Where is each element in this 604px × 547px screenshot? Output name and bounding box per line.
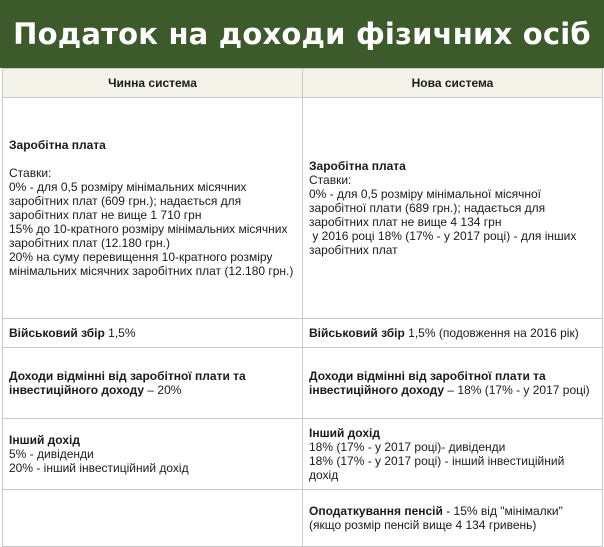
military-levy-heading-current: Військовий збір <box>9 326 105 340</box>
other-income-heading-new: Інший дохід <box>309 426 380 440</box>
table-row-other-income <box>3 419 603 490</box>
cell-current-salary <box>3 98 303 319</box>
salary-heading-current: Заробітна плата <box>9 138 106 152</box>
other-income-dividends-current: 5% - дивіденди <box>9 447 94 461</box>
table-row-military-levy <box>3 319 603 348</box>
salary-rates-label-new: Ставки: <box>309 173 352 187</box>
cell-current-military-levy <box>3 319 303 348</box>
salary-rate-18-new: у 2016 році 18% (17% - у 2017 році) - для інших заробітних плат <box>309 229 580 257</box>
table-row-salary <box>3 98 603 319</box>
column-header-current: Чинна система <box>3 69 303 98</box>
comparison-table <box>2 68 603 547</box>
other-income-heading-current: Інший дохід <box>9 433 80 447</box>
column-header-new: Нова система <box>303 69 603 98</box>
pensions-heading-new: Оподаткування пенсій <box>309 504 443 518</box>
military-levy-value-current: 1,5% <box>104 326 136 340</box>
salary-rate-20-current: 20% на суму перевищення 10-кратного розміру мінімальних місячних заробітних плат (12.180 грн.) <box>9 250 294 278</box>
cell-current-pensions-empty <box>3 490 303 547</box>
other-income-investment-new: 18% (17% - у 2017 році) - інший інвестиційний дохід <box>309 454 565 482</box>
salary-rates-label-current: Ставки: <box>9 166 52 180</box>
cell-new-salary <box>303 98 603 319</box>
salary-rate-15-current: 15% до 10-кратного розміру мінімальних місячних заробітних плат (12.180 грн.) <box>9 222 288 250</box>
cell-current-non-salary-income <box>3 348 303 419</box>
salary-heading-new: Заробітна плата <box>309 159 406 173</box>
pensions-value-new: - 15% від "мінімалки" (якщо розмір пенсій вище 4 134 гривень) <box>309 504 567 532</box>
cell-new-other-income <box>303 419 603 490</box>
table-row-non-salary-income <box>3 348 603 419</box>
non-salary-heading-new: Доходи відмінні від заробітної плати та інвестиційного доходу <box>309 369 546 397</box>
cell-new-military-levy <box>303 319 603 348</box>
non-salary-value-new: – 18% (17% - у 2017 році) <box>444 383 590 397</box>
military-levy-heading-new: Військовий збір <box>309 326 405 340</box>
military-levy-value-new: 1,5% (подовження на 2016 рік) <box>404 326 579 340</box>
non-salary-value-current: – 20% <box>144 383 182 397</box>
page-title: Податок на доходи фізичних осіб <box>13 17 591 51</box>
other-income-dividends-new: 18% (17% - у 2017 році)- дивіденди <box>309 440 506 454</box>
non-salary-heading-current: Доходи відмінні від заробітної плати та інвестиційного доходу <box>9 369 246 397</box>
other-income-investment-current: 20% - інший інвестиційний дохід <box>9 461 189 475</box>
cell-new-pensions <box>303 490 603 547</box>
table-row-pensions <box>3 490 603 547</box>
salary-rate-0-new: 0% - для 0,5 розміру мінімальної місячної заробітної плати (689 грн.); надається для заробітних плат не вище 4 134 грн <box>309 187 546 229</box>
table-header-row <box>3 69 603 98</box>
cell-new-non-salary-income <box>303 348 603 419</box>
salary-rate-0-current: 0% - для 0,5 розміру мінімальних місячних заробітних плат (609 грн.); надається для заробітних плат не вище 1 710 грн <box>9 180 247 222</box>
cell-current-other-income <box>3 419 303 490</box>
title-banner <box>0 0 604 68</box>
